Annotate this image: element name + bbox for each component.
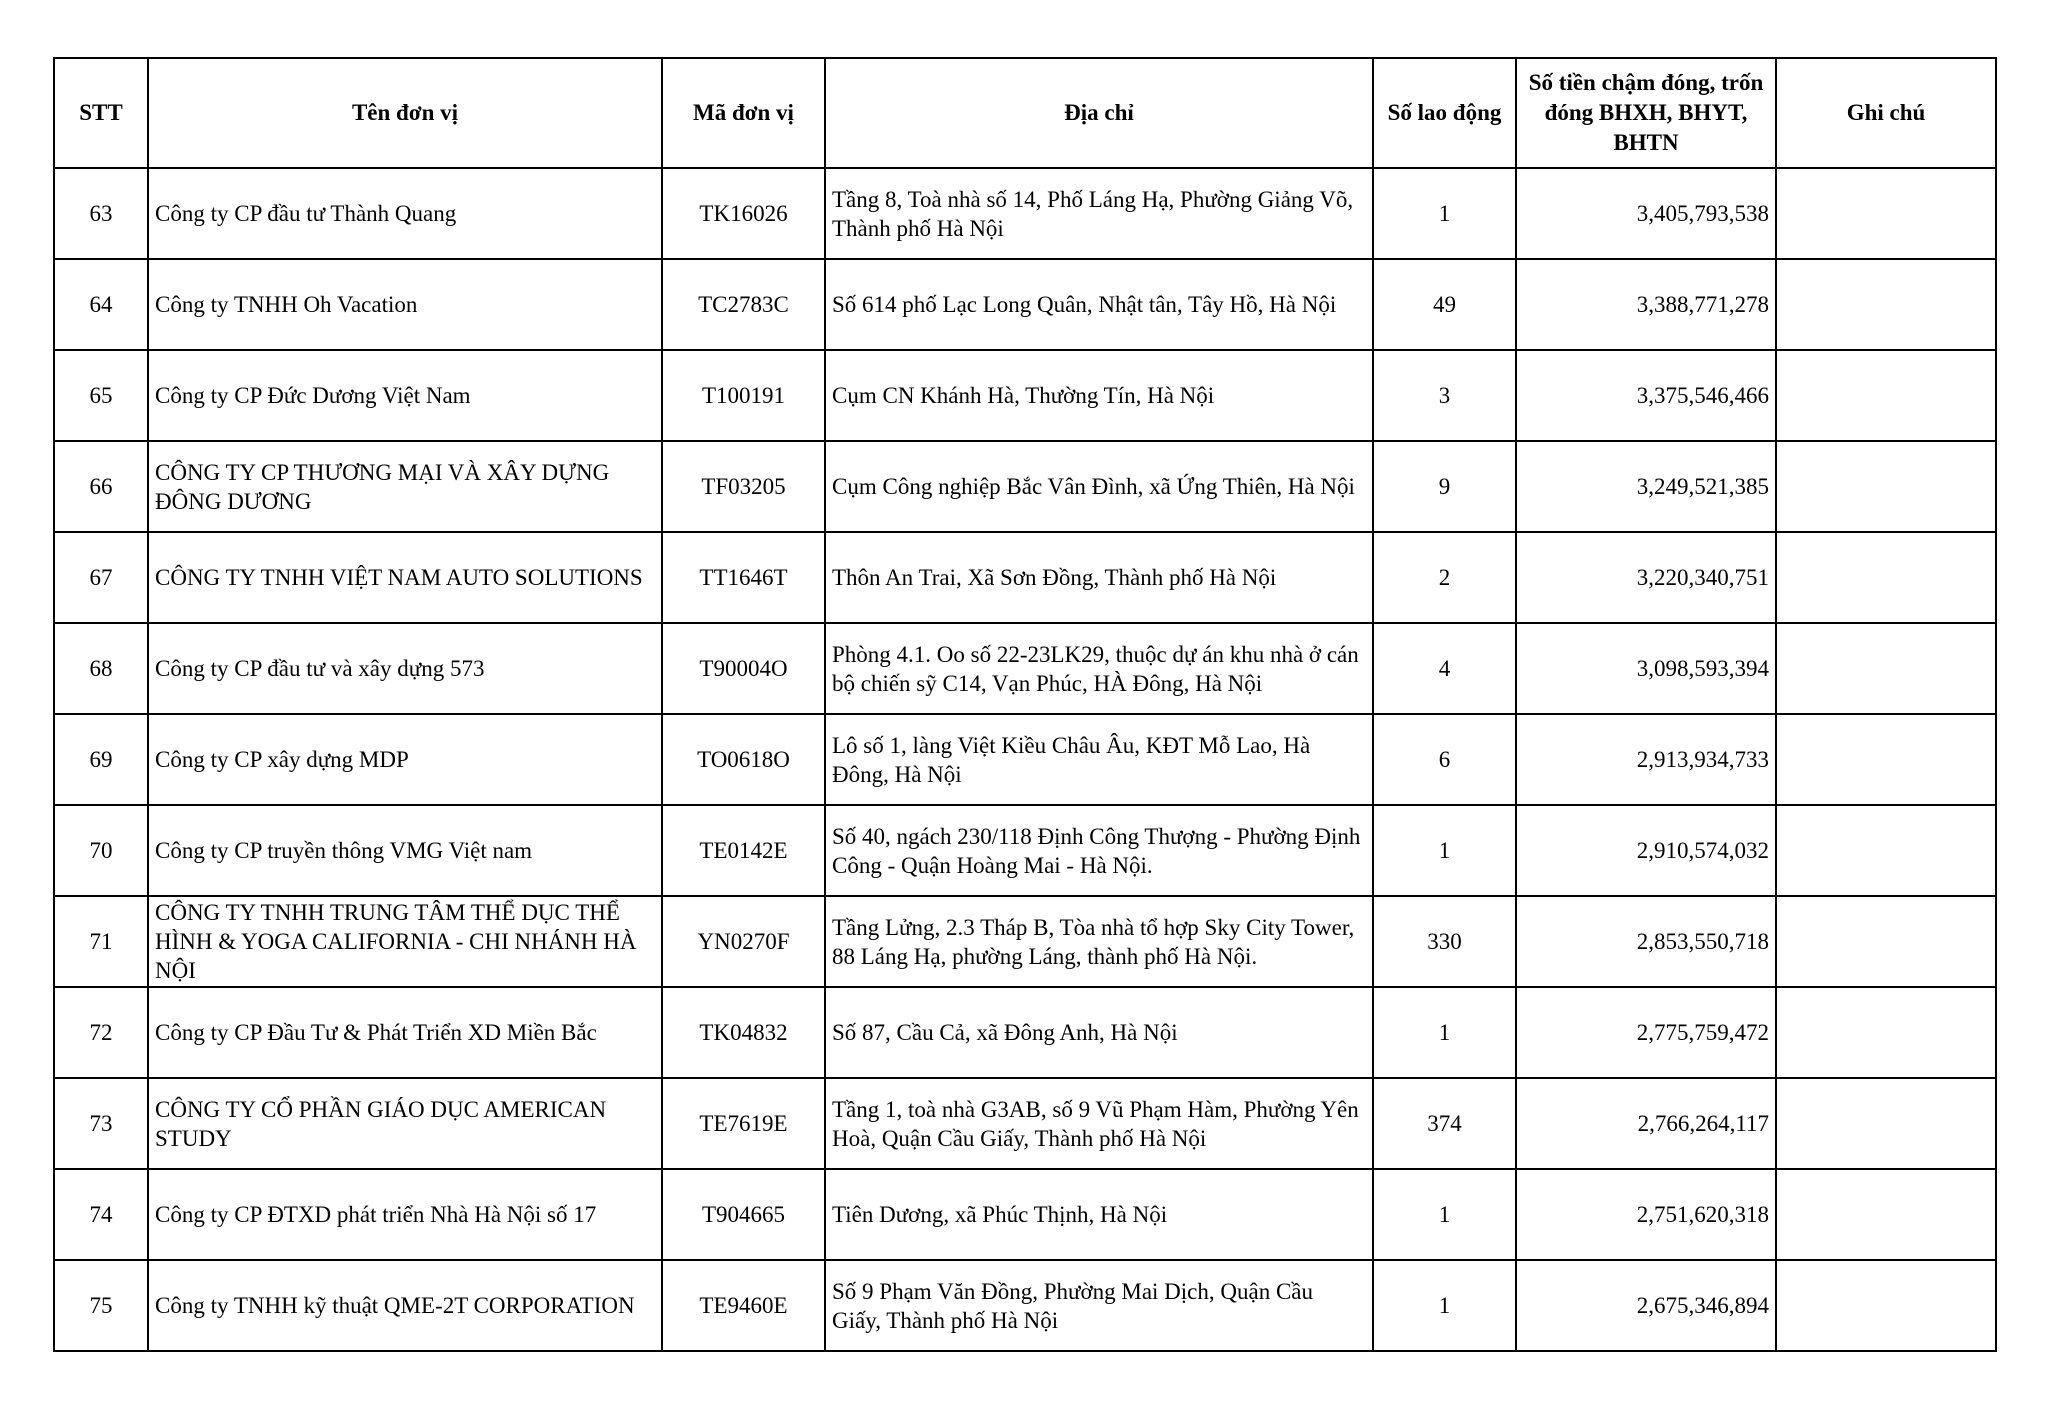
cell-address: Tiên Dương, xã Phúc Thịnh, Hà Nội [825,1169,1373,1260]
cell-stt: 67 [54,532,148,623]
cell-stt: 64 [54,259,148,350]
header-address: Địa chỉ [825,58,1373,168]
cell-amount: 2,675,346,894 [1516,1260,1776,1351]
cell-unit-name: CÔNG TY CỔ PHẦN GIÁO DỤC AMERICAN STUDY [148,1078,662,1169]
table-row [54,896,1996,987]
cell-unit-code: TE7619E [662,1078,825,1169]
cell-unit-name: Công ty CP truyền thông VMG Việt nam [148,805,662,896]
header-workers: Số lao động [1373,58,1516,168]
cell-unit-code: TF03205 [662,441,825,532]
cell-note [1776,168,1996,259]
cell-note [1776,441,1996,532]
table-row [54,714,1996,805]
cell-unit-name: Công ty CP đầu tư và xây dựng 573 [148,623,662,714]
cell-stt: 65 [54,350,148,441]
cell-stt: 71 [54,896,148,987]
table-row [54,168,1996,259]
cell-workers: 1 [1373,805,1516,896]
table-body [54,168,1996,1351]
table-row [54,805,1996,896]
header-row [54,58,1996,168]
cell-amount: 3,249,521,385 [1516,441,1776,532]
table-row [54,1078,1996,1169]
cell-unit-code: YN0270F [662,896,825,987]
cell-unit-name: Công ty TNHH Oh Vacation [148,259,662,350]
cell-unit-code: TK04832 [662,987,825,1078]
table-row [54,623,1996,714]
cell-note [1776,1078,1996,1169]
cell-workers: 6 [1373,714,1516,805]
table-row [54,259,1996,350]
cell-note [1776,259,1996,350]
cell-unit-code: TT1646T [662,532,825,623]
table-row [54,441,1996,532]
cell-address: Tầng 1, toà nhà G3AB, số 9 Vũ Phạm Hàm, Phường Yên Hoà, Quận Cầu Giấy, Thành phố Hà Nội [825,1078,1373,1169]
cell-workers: 9 [1373,441,1516,532]
header-code: Mã đơn vị [662,58,825,168]
cell-unit-name: Công ty CP ĐTXD phát triển Nhà Hà Nội số 17 [148,1169,662,1260]
cell-unit-name: CÔNG TY TNHH VIỆT NAM AUTO SOLUTIONS [148,532,662,623]
cell-amount: 2,910,574,032 [1516,805,1776,896]
cell-amount: 3,388,771,278 [1516,259,1776,350]
cell-address: Thôn An Trai, Xã Sơn Đồng, Thành phố Hà Nội [825,532,1373,623]
cell-unit-name: CÔNG TY CP THƯƠNG MẠI VÀ XÂY DỰNG ĐÔNG DƯƠNG [148,441,662,532]
cell-stt: 66 [54,441,148,532]
cell-unit-code: TO0618O [662,714,825,805]
table-row [54,532,1996,623]
cell-workers: 4 [1373,623,1516,714]
cell-note [1776,623,1996,714]
table-row [54,987,1996,1078]
cell-amount: 3,220,340,751 [1516,532,1776,623]
cell-stt: 74 [54,1169,148,1260]
cell-workers: 1 [1373,1169,1516,1260]
cell-address: Cụm CN Khánh Hà, Thường Tín, Hà Nội [825,350,1373,441]
cell-unit-code: TK16026 [662,168,825,259]
cell-note [1776,532,1996,623]
header-name: Tên đơn vị [148,58,662,168]
debt-table [53,57,1997,1352]
cell-address: Phòng 4.1. Oo số 22-23LK29, thuộc dự án khu nhà ở cán bộ chiến sỹ C14, Vạn Phúc, HÀ Đông, Hà Nội [825,623,1373,714]
cell-stt: 73 [54,1078,148,1169]
cell-address: Tầng Lửng, 2.3 Tháp B, Tòa nhà tổ hợp Sky City Tower, 88 Láng Hạ, phường Láng, thành phố Hà Nội. [825,896,1373,987]
cell-address: Lô số 1, làng Việt Kiều Châu Âu, KĐT Mỗ Lao, Hà Đông, Hà Nội [825,714,1373,805]
cell-amount: 3,405,793,538 [1516,168,1776,259]
cell-note [1776,805,1996,896]
cell-address: Số 87, Cầu Cả, xã Đông Anh, Hà Nội [825,987,1373,1078]
cell-workers: 2 [1373,532,1516,623]
cell-unit-name: CÔNG TY TNHH TRUNG TÂM THỂ DỤC THỂ HÌNH & YOGA CALIFORNIA - CHI NHÁNH HÀ NỘI [148,896,662,987]
table-row [54,1169,1996,1260]
cell-amount: 3,098,593,394 [1516,623,1776,714]
cell-address: Số 40, ngách 230/118 Định Công Thượng - Phường Định Công - Quận Hoàng Mai - Hà Nội. [825,805,1373,896]
cell-unit-code: T90004O [662,623,825,714]
cell-amount: 2,751,620,318 [1516,1169,1776,1260]
cell-stt: 70 [54,805,148,896]
cell-amount: 2,853,550,718 [1516,896,1776,987]
cell-amount: 2,775,759,472 [1516,987,1776,1078]
table-row [54,1260,1996,1351]
cell-unit-code: TC2783C [662,259,825,350]
table-row [54,350,1996,441]
cell-note [1776,987,1996,1078]
cell-address: Số 614 phố Lạc Long Quân, Nhật tân, Tây Hồ, Hà Nội [825,259,1373,350]
cell-workers: 1 [1373,168,1516,259]
cell-address: Cụm Công nghiệp Bắc Vân Đình, xã Ứng Thiên, Hà Nội [825,441,1373,532]
cell-unit-code: T100191 [662,350,825,441]
cell-unit-name: Công ty CP Đức Dương Việt Nam [148,350,662,441]
header-amount: Số tiền chậm đóng, trốn đóng BHXH, BHYT, BHTN [1516,58,1776,168]
cell-workers: 374 [1373,1078,1516,1169]
cell-stt: 63 [54,168,148,259]
cell-unit-name: Công ty TNHH kỹ thuật QME-2T CORPORATION [148,1260,662,1351]
cell-stt: 69 [54,714,148,805]
cell-workers: 49 [1373,259,1516,350]
cell-unit-name: Công ty CP đầu tư Thành Quang [148,168,662,259]
table-header [54,58,1996,168]
cell-stt: 68 [54,623,148,714]
cell-workers: 1 [1373,987,1516,1078]
cell-address: Số 9 Phạm Văn Đồng, Phường Mai Dịch, Quận Cầu Giấy, Thành phố Hà Nội [825,1260,1373,1351]
cell-unit-name: Công ty CP xây dựng MDP [148,714,662,805]
cell-amount: 2,913,934,733 [1516,714,1776,805]
header-note: Ghi chú [1776,58,1996,168]
cell-unit-code: T904665 [662,1169,825,1260]
cell-note [1776,1169,1996,1260]
cell-workers: 1 [1373,1260,1516,1351]
cell-unit-code: TE9460E [662,1260,825,1351]
header-stt: STT [54,58,148,168]
cell-stt: 72 [54,987,148,1078]
cell-amount: 3,375,546,466 [1516,350,1776,441]
cell-stt: 75 [54,1260,148,1351]
cell-note [1776,714,1996,805]
cell-address: Tầng 8, Toà nhà số 14, Phố Láng Hạ, Phường Giảng Võ, Thành phố Hà Nội [825,168,1373,259]
cell-note [1776,350,1996,441]
cell-workers: 330 [1373,896,1516,987]
cell-workers: 3 [1373,350,1516,441]
cell-amount: 2,766,264,117 [1516,1078,1776,1169]
cell-unit-name: Công ty CP Đầu Tư & Phát Triển XD Miền Bắc [148,987,662,1078]
cell-note [1776,896,1996,987]
cell-note [1776,1260,1996,1351]
cell-unit-code: TE0142E [662,805,825,896]
